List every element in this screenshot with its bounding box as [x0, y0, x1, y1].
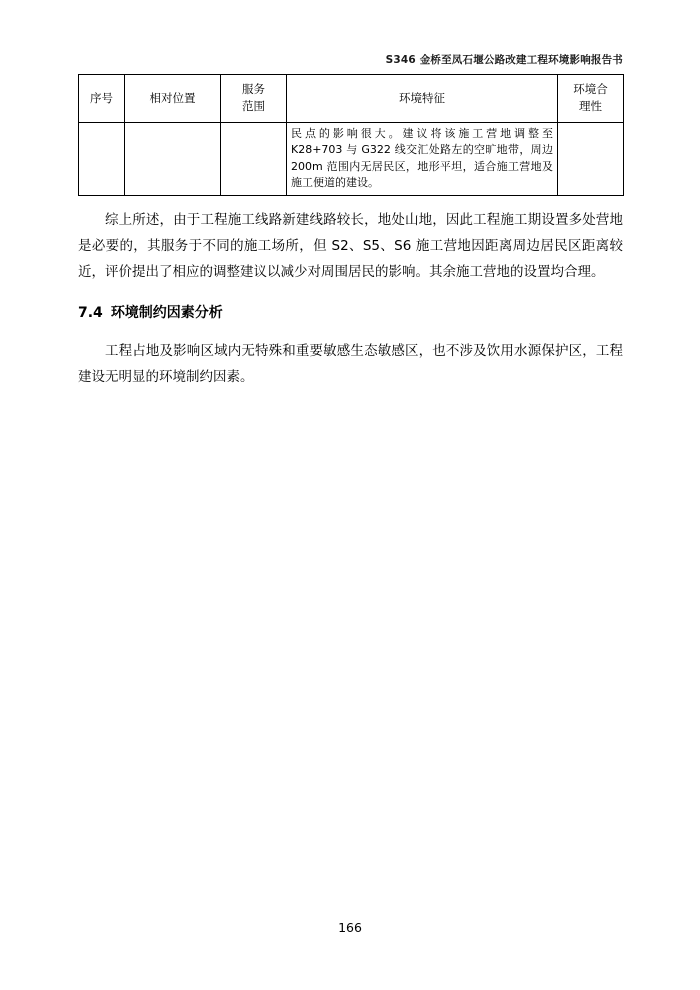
- paragraph-constraints: 工程占地及影响区域内无特殊和重要敏感生态敏感区，也不涉及饮用水源保护区，工程建设无明显的环境制约因素。: [78, 342, 623, 385]
- cell-scope: [221, 122, 287, 195]
- cell-feature: 民点的影响很大。建议将该施工营地调整至 K28+703 与 G322 线交汇处路左的空旷地带，周边 200m 范围内无居民区，地形平坦，适合施工营地及施工便道的建设。: [287, 122, 558, 195]
- running-header: S346 金桥至凤石堰公路改建工程环境影响报告书: [385, 54, 623, 66]
- environment-table: [78, 74, 624, 196]
- paragraph-summary: 综上所述，由于工程施工线路新建线路较长，地处山地，因此工程施工期设置多处营地是必要的，其服务于不同的施工场所，但 S2、S5、S6 施工营地因距离周边居民区距离较近，评价提出了相应的调整建议以减少对周围居民的影响。其余施工营地的设置均合理。: [78, 211, 623, 281]
- section-heading: [78, 301, 623, 326]
- table-header-scope-line1: 服务: [242, 82, 265, 96]
- page-number: 166: [338, 920, 362, 935]
- table-header-rationality-line2: 理性: [579, 99, 602, 114]
- cell-no: [79, 122, 125, 195]
- table-header-rationality: [558, 75, 624, 123]
- table-header-position: 相对位置: [125, 75, 221, 123]
- table-header-rationality-line1: 环境合: [573, 82, 608, 96]
- cell-rationality: [558, 122, 624, 195]
- table-header-feature: 环境特征: [287, 75, 558, 123]
- table-header-scope-line2: 范围: [242, 99, 265, 114]
- table-header-row: [79, 75, 624, 123]
- section-title: 环境制约因素分析: [110, 305, 223, 322]
- table-header-no: 序号: [79, 75, 125, 123]
- table-header-scope: [221, 75, 287, 123]
- cell-position: [125, 122, 221, 195]
- section-number: 7.4: [78, 305, 103, 322]
- page-content: [78, 0, 623, 390]
- table-row: [79, 122, 624, 195]
